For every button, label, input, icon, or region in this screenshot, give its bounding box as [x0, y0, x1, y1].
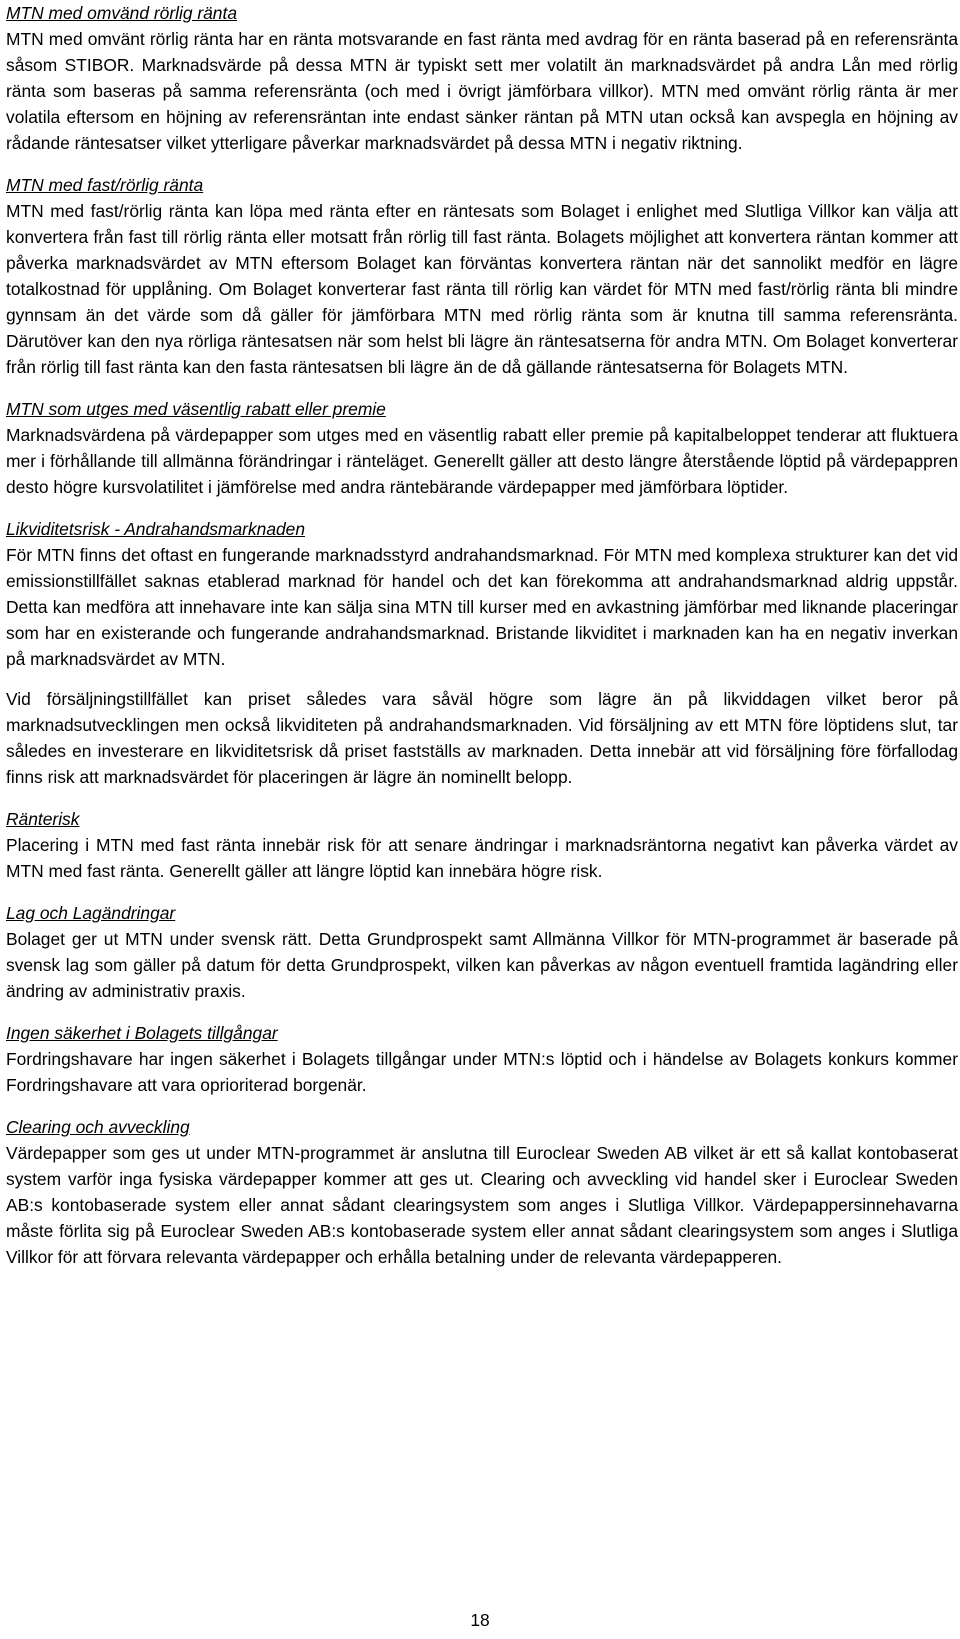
section-rabatt-eller-premie: [6, 396, 958, 500]
section-heading: MTN som utges med väsentlig rabatt eller premie: [6, 399, 386, 419]
section-heading: Likviditetsrisk - Andrahandsmarknaden: [6, 519, 306, 539]
section-heading: Lag och Lagändringar: [6, 903, 176, 923]
section-heading: Ränterisk: [6, 809, 80, 829]
section-paragraph: MTN med fast/rörlig ränta kan löpa med ränta efter en räntesats som Bolaget i enlighet med Slutliga Villkor kan välja att konvertera från fast till rörlig ränta eller motsatt från rörlig till fast ränta. Bolagets möjlighet att konvertera räntan kommer att påverka marknadsvärdet av MTN eftersom Bolaget kan förväntas konvertera räntan när det sannolikt medför en lägre totalkostnad för upplåning. Om Bolaget konverterar fast ränta till rörlig kan värdet för MTN med fast/rörlig ränta bli mindre gynnsam än det värde som då gäller för jämförbara MTN med rörlig ränta som är knutna till samma referensränta. Därutöver kan den nya rörliga räntesatsen när som helst bli lägre än räntesatserna för andra MTN. Om Bolaget konverterar från rörlig till fast ränta kan den fasta räntesatsen bli lägre än de då gällande räntesatserna för Bolagets MTN.: [6, 201, 958, 377]
section-paragraph: Värdepapper som ges ut under MTN-programmet är anslutna till Euroclear Sweden AB vilket är ett så kallat kontobaserat system varför inga fysiska värdepapper kommer att ges ut. Clearing och avveckling vid handel sker i Euroclear Sweden AB:s kontobaserade system eller annat sådant clearingsystem som anges i Slutliga Villkor. Värdepappersinnehavarna måste förlita sig på Euroclear Sweden AB:s kontobaserade system eller annat sådant clearingsystem som anges i Slutliga Villkor för att förvara relevanta värdepapper och erhålla betalning under de relevanta värdepapperen.: [6, 1143, 958, 1267]
section-paragraph: Placering i MTN med fast ränta innebär risk för att senare ändringar i marknadsräntorna negativt kan påverka värdet av MTN med fast ränta. Generellt gäller att längre löptid kan innebära högre risk.: [6, 835, 958, 881]
section-paragraph: Vid försäljningstillfället kan priset således vara såväl högre som lägre än på likviddagen vilket beror på marknadsutvecklingen men också likviditeten på andrahandsmarknaden. Vid försäljning av ett MTN före löptidens slut, tar således en investerare en likviditetsrisk då priset fastställs av marknaden. Detta innebär att vid försäljning före förfallodag finns risk att marknadsvärdet för placeringen är lägre än nominellt belopp.: [6, 689, 958, 787]
section-lag-och-lagandringar: [6, 900, 958, 1004]
section-clearing-och-avveckling: [6, 1114, 958, 1270]
section-omvand-rorlig-ranta: [6, 0, 958, 156]
document-page: [6, 0, 958, 1270]
section-heading: MTN med fast/rörlig ränta: [6, 175, 204, 195]
section-paragraph: MTN med omvänt rörlig ränta har en ränta motsvarande en fast ränta med avdrag för en ränta baserad på en referensränta såsom STIBOR. Marknadsvärde på dessa MTN är typiskt sett mer volatilt än marknadsvärdet på andra Lån med rörlig ränta som baseras på samma referensränta (och med i övrigt jämförbara villkor). MTN med omvänt rörlig ränta är mer volatila eftersom en höjning av referensräntan inte endast sänker räntan på MTN utan också kan avspegla en höjning av rådande räntesatser vilket ytterligare påverkar marknadsvärdet på dessa MTN i negativ riktning.: [6, 29, 958, 153]
section-heading: Clearing och avveckling: [6, 1117, 190, 1137]
section-heading: MTN med omvänd rörlig ränta: [6, 3, 237, 23]
section-ingen-sakerhet: [6, 1020, 958, 1098]
section-paragraph: Marknadsvärdena på värdepapper som utges med en väsentlig rabatt eller premie på kapitalbeloppet tenderar att fluktuera mer i förhållande till allmänna förändringar i ränteläget. Generellt gäller att desto längre återstående löptid på värdepappren desto högre kursvolatilitet i jämförelse med andra räntebärande värdepapper med jämförbara löptider.: [6, 425, 958, 497]
section-paragraph: Bolaget ger ut MTN under svensk rätt. Detta Grundprospekt samt Allmänna Villkor för MTN-programmet är baserade på svensk lag som gäller på datum för detta Grundprospekt, vilken kan påverkas av någon eventuell framtida lagändring eller ändring av administrativ praxis.: [6, 929, 958, 1001]
section-paragraph: För MTN finns det oftast en fungerande marknadsstyrd andrahandsmarknad. För MTN med komplexa strukturer kan det vid emissionstillfället saknas etablerad marknad för handel och det kan förekomma att andrahandsmarknad aldrig uppstår. Detta kan medföra att innehavare inte kan sälja sina MTN till kurser med en avkastning jämförbar med liknande placeringar som har en existerande och fungerande andrahandsmarknad. Bristande likviditet i marknaden kan ha en negativ inverkan på marknadsvärdet av MTN.: [6, 545, 958, 669]
section-paragraph: Fordringshavare har ingen säkerhet i Bolagets tillgångar under MTN:s löptid och i händelse av Bolagets konkurs kommer Fordringshavare att vara oprioriterad borgenär.: [6, 1049, 958, 1095]
section-ranterisk: [6, 806, 958, 884]
page-number: 18: [470, 1610, 490, 1630]
section-fast-rorlig-ranta: [6, 172, 958, 380]
section-heading: Ingen säkerhet i Bolagets tillgångar: [6, 1023, 278, 1043]
section-likviditetsrisk: [6, 516, 958, 790]
